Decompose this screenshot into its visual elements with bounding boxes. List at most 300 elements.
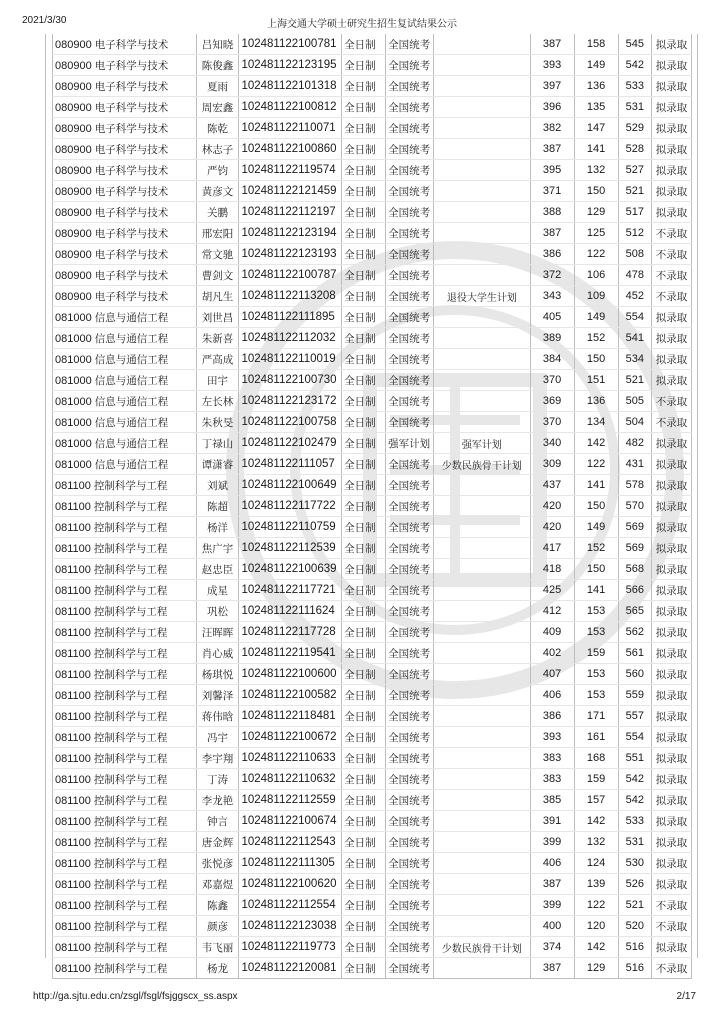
major-name: 控制科学与工程 [93,605,168,618]
plan-cell [434,370,530,391]
retest-score-cell: 122 [574,244,618,265]
name-cell: 颜彦 [196,916,239,937]
major-name: 控制科学与工程 [93,626,168,639]
major-cell [53,328,197,349]
name-cell: 谭潇睿 [196,454,239,475]
table-row [53,328,692,349]
major-code: 081100 [55,815,91,828]
total-score-cell: 561 [618,643,652,664]
major-cell [53,895,197,916]
initial-score-cell: 407 [530,664,574,685]
retest-score-cell: 125 [574,223,618,244]
mode-cell: 全日制 [342,769,386,790]
retest-score-cell: 159 [574,769,618,790]
type-cell: 全国统考 [386,391,434,412]
id-cell: 102481122117728 [239,622,342,643]
name-cell: 朱新喜 [196,328,239,349]
type-cell: 全国统考 [386,34,434,55]
plan-cell [434,769,530,790]
table-row [53,832,692,853]
total-score-cell: 569 [618,517,652,538]
major-name: 控制科学与工程 [93,500,168,513]
type-cell: 全国统考 [386,265,434,286]
plan-cell [434,622,530,643]
table-left-rule [45,34,46,958]
id-cell: 102481122100787 [239,265,342,286]
type-cell: 全国统考 [386,790,434,811]
major-name: 控制科学与工程 [93,815,168,828]
result-cell: 拟录取 [652,433,692,454]
initial-score-cell: 400 [530,916,574,937]
total-score-cell: 527 [618,160,652,181]
table-row [53,412,692,433]
initial-score-cell: 388 [530,202,574,223]
major-cell [53,475,197,496]
mode-cell: 全日制 [342,454,386,475]
total-score-cell: 541 [618,328,652,349]
mode-cell: 全日制 [342,748,386,769]
total-score-cell: 578 [618,475,652,496]
id-cell: 102481122111305 [239,853,342,874]
id-cell: 102481122117722 [239,496,342,517]
retest-score-cell: 150 [574,559,618,580]
type-cell: 全国统考 [386,307,434,328]
mode-cell: 全日制 [342,895,386,916]
initial-score-cell: 425 [530,580,574,601]
initial-score-cell: 309 [530,454,574,475]
total-score-cell: 542 [618,790,652,811]
major-code: 081100 [55,710,91,723]
initial-score-cell: 386 [530,706,574,727]
id-cell: 102481122119574 [239,160,342,181]
name-cell: 李宇翔 [196,748,239,769]
mode-cell: 全日制 [342,790,386,811]
mode-cell: 全日制 [342,622,386,643]
name-cell: 肖心威 [196,643,239,664]
id-cell: 102481122100781 [239,34,342,55]
name-cell: 钟言 [196,811,239,832]
table-row [53,937,692,958]
retest-score-cell: 149 [574,55,618,76]
plan-cell [434,685,530,706]
type-cell: 全国统考 [386,769,434,790]
result-cell: 不录取 [652,895,692,916]
table-row [53,769,692,790]
plan-cell [434,895,530,916]
name-cell: 杨龙 [196,958,239,979]
result-cell: 拟录取 [652,727,692,748]
id-cell: 102481122102479 [239,433,342,454]
major-cell [53,622,197,643]
major-name: 控制科学与工程 [93,668,168,681]
total-score-cell: 508 [618,244,652,265]
major-code: 081100 [55,479,91,492]
type-cell: 强军计划 [386,433,434,454]
table-row [53,307,692,328]
retest-score-cell: 153 [574,685,618,706]
retest-score-cell: 135 [574,97,618,118]
type-cell: 全国统考 [386,580,434,601]
retest-score-cell: 106 [574,265,618,286]
major-code: 081000 [55,332,92,345]
total-score-cell: 531 [618,97,652,118]
retest-score-cell: 142 [574,811,618,832]
result-cell: 拟录取 [652,874,692,895]
name-cell: 左长林 [196,391,239,412]
type-cell: 全国统考 [386,286,434,307]
mode-cell: 全日制 [342,475,386,496]
result-cell: 拟录取 [652,937,692,958]
major-code: 080900 [55,122,92,135]
type-cell: 全国统考 [386,811,434,832]
retest-score-cell: 153 [574,601,618,622]
type-cell: 全国统考 [386,727,434,748]
result-cell: 不录取 [652,391,692,412]
major-cell [53,811,197,832]
major-name: 电子科学与技术 [94,227,169,240]
total-score-cell: 528 [618,139,652,160]
total-score-cell: 452 [618,286,652,307]
name-cell: 韦飞丽 [196,937,239,958]
initial-score-cell: 372 [530,265,574,286]
type-cell: 全国统考 [386,601,434,622]
major-cell [53,601,197,622]
major-cell [53,643,197,664]
retest-score-cell: 141 [574,475,618,496]
table-row [53,433,692,454]
table-row [53,706,692,727]
major-code: 081100 [55,878,91,891]
mode-cell: 全日制 [342,517,386,538]
major-name: 控制科学与工程 [93,731,168,744]
plan-cell [434,475,530,496]
retest-score-cell: 139 [574,874,618,895]
result-cell: 拟录取 [652,97,692,118]
type-cell: 全国统考 [386,181,434,202]
major-cell [53,748,197,769]
total-score-cell: 530 [618,853,652,874]
major-code: 081000 [55,437,92,450]
name-cell: 严钧 [196,160,239,181]
table-row [53,685,692,706]
major-cell [53,685,197,706]
mode-cell: 全日制 [342,244,386,265]
total-score-cell: 526 [618,874,652,895]
initial-score-cell: 384 [530,349,574,370]
type-cell: 全国统考 [386,55,434,76]
type-cell: 全国统考 [386,454,434,475]
plan-cell [434,517,530,538]
id-cell: 102481122100639 [239,559,342,580]
retest-score-cell: 171 [574,706,618,727]
major-code: 081000 [55,395,92,408]
major-name: 信息与通信工程 [94,458,169,471]
major-cell [53,76,197,97]
major-cell [53,202,197,223]
plan-cell [434,328,530,349]
table-row [53,748,692,769]
name-cell: 杨洋 [196,517,239,538]
major-code: 081100 [55,899,91,912]
total-score-cell: 568 [618,559,652,580]
table-row [53,454,692,475]
major-code: 081100 [55,563,91,576]
major-code: 081100 [55,605,91,618]
id-cell: 102481122117721 [239,580,342,601]
initial-score-cell: 386 [530,244,574,265]
major-code: 080900 [55,290,92,303]
result-cell: 拟录取 [652,76,692,97]
mode-cell: 全日制 [342,580,386,601]
mode-cell: 全日制 [342,391,386,412]
major-cell [53,433,197,454]
major-cell [53,97,197,118]
plan-cell: 退役大学生计划 [434,286,530,307]
major-cell [53,370,197,391]
mode-cell: 全日制 [342,181,386,202]
id-cell: 102481122112032 [239,328,342,349]
initial-score-cell: 387 [530,34,574,55]
result-cell: 不录取 [652,412,692,433]
plan-cell [434,832,530,853]
plan-cell [434,412,530,433]
type-cell: 全国统考 [386,685,434,706]
name-cell: 冯宇 [196,727,239,748]
initial-score-cell: 402 [530,643,574,664]
mode-cell: 全日制 [342,664,386,685]
major-cell [53,244,197,265]
initial-score-cell: 340 [530,433,574,454]
plan-cell [434,811,530,832]
retest-score-cell: 151 [574,370,618,391]
table-row [53,202,692,223]
retest-score-cell: 136 [574,391,618,412]
name-cell: 夏雨 [196,76,239,97]
total-score-cell: 504 [618,412,652,433]
total-score-cell: 551 [618,748,652,769]
plan-cell [434,727,530,748]
major-cell [53,181,197,202]
name-cell: 曹剑文 [196,265,239,286]
name-cell: 丁禄山 [196,433,239,454]
mode-cell: 全日制 [342,118,386,139]
type-cell: 全国统考 [386,349,434,370]
type-cell: 全国统考 [386,559,434,580]
major-code: 081100 [55,647,91,660]
major-code: 080900 [55,248,92,261]
initial-score-cell: 370 [530,412,574,433]
major-cell [53,55,197,76]
table-row [53,139,692,160]
plan-cell [434,349,530,370]
name-cell: 焦广宇 [196,538,239,559]
major-cell [53,580,197,601]
initial-score-cell: 391 [530,811,574,832]
source-url: http://ga.sjtu.edu.cn/zsgl/fsgl/fsjggscx_ss.aspx [33,991,238,1002]
print-date: 2021/3/30 [22,15,67,26]
table-row [53,160,692,181]
plan-cell [434,916,530,937]
result-cell: 拟录取 [652,34,692,55]
major-cell [53,853,197,874]
major-name: 控制科学与工程 [93,542,168,555]
result-cell: 拟录取 [652,790,692,811]
major-cell [53,412,197,433]
total-score-cell: 478 [618,265,652,286]
initial-score-cell: 397 [530,76,574,97]
type-cell: 全国统考 [386,958,434,979]
table-row [53,895,692,916]
name-cell: 李龙艳 [196,790,239,811]
mode-cell: 全日制 [342,811,386,832]
type-cell: 全国统考 [386,139,434,160]
mode-cell: 全日制 [342,643,386,664]
major-code: 080900 [55,80,92,93]
name-cell: 杨琪悦 [196,664,239,685]
table-row [53,790,692,811]
table-row [53,853,692,874]
table-row [53,538,692,559]
id-cell: 102481122112559 [239,790,342,811]
major-code: 080900 [55,185,92,198]
major-name: 控制科学与工程 [93,836,168,849]
total-score-cell: 531 [618,832,652,853]
name-cell: 巩松 [196,601,239,622]
plan-cell [434,559,530,580]
initial-score-cell: 382 [530,118,574,139]
major-cell [53,517,197,538]
table-row [53,601,692,622]
retest-score-cell: 147 [574,118,618,139]
major-name: 控制科学与工程 [93,920,168,933]
result-cell: 拟录取 [652,832,692,853]
total-score-cell: 521 [618,895,652,916]
type-cell: 全国统考 [386,538,434,559]
initial-score-cell: 343 [530,286,574,307]
major-name: 控制科学与工程 [93,962,168,975]
result-cell: 拟录取 [652,559,692,580]
type-cell: 全国统考 [386,853,434,874]
initial-score-cell: 383 [530,748,574,769]
plan-cell [434,139,530,160]
major-name: 控制科学与工程 [93,479,168,492]
retest-score-cell: 122 [574,895,618,916]
name-cell: 邢宏阳 [196,223,239,244]
mode-cell: 全日制 [342,538,386,559]
major-cell [53,286,197,307]
total-score-cell: 505 [618,391,652,412]
id-cell: 102481122110633 [239,748,342,769]
major-code: 081100 [55,584,91,597]
major-name: 电子科学与技术 [94,80,169,93]
mode-cell: 全日制 [342,874,386,895]
name-cell: 陈超 [196,496,239,517]
name-cell: 汪晖晖 [196,622,239,643]
type-cell: 全国统考 [386,643,434,664]
major-cell [53,496,197,517]
result-cell: 拟录取 [652,601,692,622]
table-row [53,496,692,517]
id-cell: 102481122123038 [239,916,342,937]
major-name: 控制科学与工程 [93,752,168,765]
initial-score-cell: 417 [530,538,574,559]
mode-cell: 全日制 [342,286,386,307]
initial-score-cell: 395 [530,160,574,181]
total-score-cell: 565 [618,601,652,622]
plan-cell: 少数民族骨干计划 [434,937,530,958]
major-cell [53,916,197,937]
major-code: 080900 [55,164,92,177]
total-score-cell: 512 [618,223,652,244]
type-cell: 全国统考 [386,202,434,223]
table-row [53,181,692,202]
mode-cell: 全日制 [342,433,386,454]
total-score-cell: 560 [618,664,652,685]
total-score-cell: 482 [618,433,652,454]
result-cell: 拟录取 [652,517,692,538]
type-cell: 全国统考 [386,937,434,958]
plan-cell [434,118,530,139]
result-cell: 不录取 [652,223,692,244]
table-row [53,34,692,55]
table-row [53,244,692,265]
admission-results-table [52,34,692,979]
name-cell: 丁涛 [196,769,239,790]
major-name: 信息与通信工程 [94,374,169,387]
retest-score-cell: 124 [574,853,618,874]
table-row [53,286,692,307]
mode-cell: 全日制 [342,349,386,370]
retest-score-cell: 120 [574,916,618,937]
retest-score-cell: 122 [574,454,618,475]
major-name: 控制科学与工程 [93,689,168,702]
result-cell: 拟录取 [652,748,692,769]
initial-score-cell: 389 [530,328,574,349]
plan-cell [434,748,530,769]
mode-cell: 全日制 [342,370,386,391]
major-cell [53,118,197,139]
mode-cell: 全日制 [342,496,386,517]
result-cell: 拟录取 [652,769,692,790]
table-row [53,727,692,748]
major-cell [53,454,197,475]
type-cell: 全国统考 [386,916,434,937]
result-cell: 拟录取 [652,664,692,685]
major-cell [53,538,197,559]
major-name: 电子科学与技术 [94,101,169,114]
table-row [53,370,692,391]
major-code: 081000 [55,311,92,324]
retest-score-cell: 136 [574,76,618,97]
major-name: 控制科学与工程 [93,773,168,786]
major-cell [53,706,197,727]
name-cell: 常文驰 [196,244,239,265]
id-cell: 102481122121459 [239,181,342,202]
plan-cell [434,223,530,244]
total-score-cell: 566 [618,580,652,601]
result-cell: 不录取 [652,244,692,265]
type-cell: 全国统考 [386,664,434,685]
name-cell: 陈乾 [196,118,239,139]
initial-score-cell: 387 [530,139,574,160]
mode-cell: 全日制 [342,706,386,727]
major-code: 081100 [55,773,91,786]
mode-cell: 全日制 [342,160,386,181]
name-cell: 赵忠臣 [196,559,239,580]
name-cell: 周宏鑫 [196,97,239,118]
id-cell: 102481122100860 [239,139,342,160]
major-code: 080900 [55,38,92,51]
